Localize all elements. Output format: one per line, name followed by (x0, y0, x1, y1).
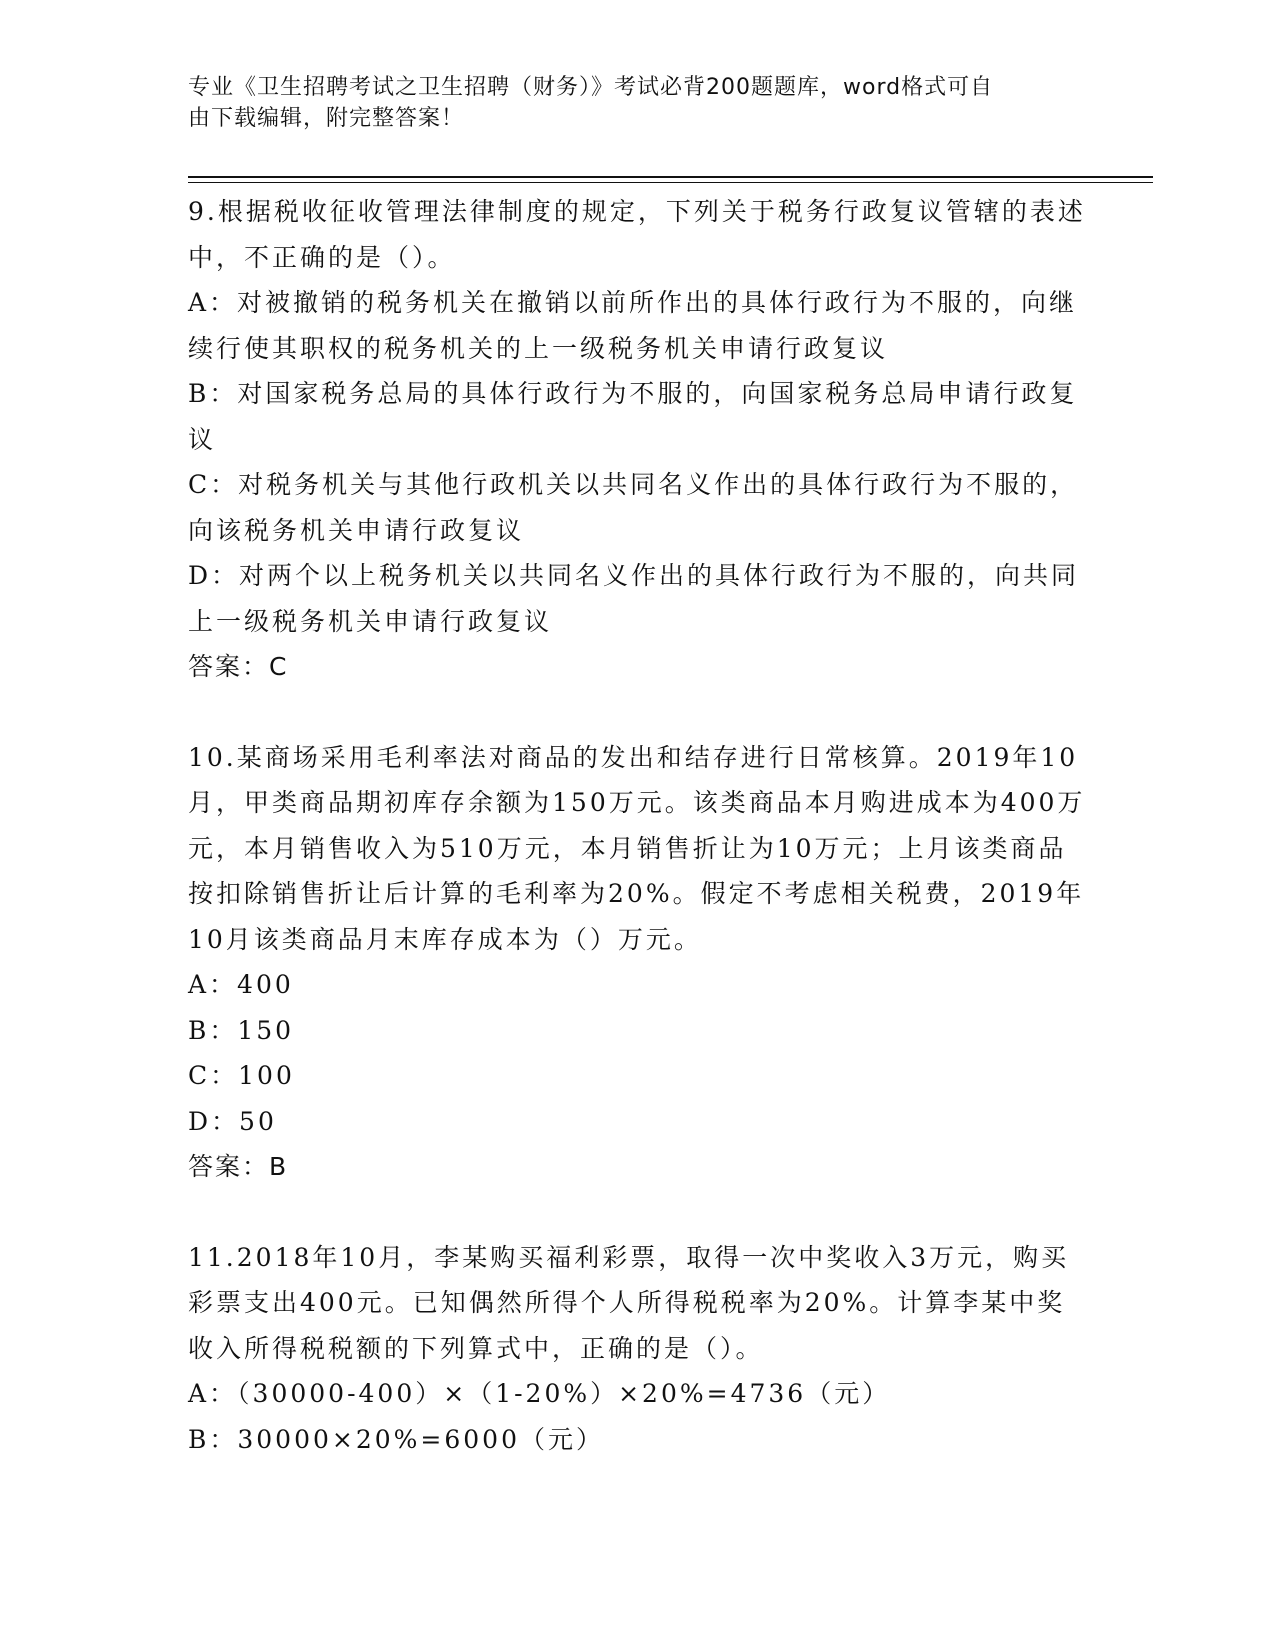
question-text: 11.2018年10月，李某购买福利彩票，取得一次中奖收入3万元，购买彩票支出400元。已知偶然所得个人所得税税率为20%。计算李某中奖收入所得税税额的下列算式中，正确的是（）。 (188, 1242, 1070, 1363)
question-list (188, 189, 1088, 1507)
option-c: C：对税务机关与其他行政机关以共同名义作出的具体行政行为不服的，向该税务机关申请行政复议 (188, 470, 1079, 545)
option-b: B：30000×20%=6000（元） (188, 1424, 604, 1454)
question-11 (188, 1235, 1088, 1463)
option-b: B：150 (188, 1015, 295, 1045)
question-10 (188, 735, 1088, 1190)
question-text: 10.某商场采用毛利率法对商品的发出和结存进行日常核算。2019年10月，甲类商品期初库存余额为150万元。该类商品本月购进成本为400万元，本月销售收入为510万元，本月销售折让为10万元；上月该类商品按扣除销售折让后计算的毛利率为20%。假定不考虑相关税费，2019年10月该类商品月末库存成本为（）万元。 (188, 742, 1086, 954)
document-header (188, 72, 1068, 134)
option-a: A：400 (188, 970, 294, 999)
option-c: C：100 (188, 1061, 295, 1090)
question-9 (188, 189, 1088, 690)
option-a: A：对被撤销的税务机关在撤销以前所作出的具体行政行为不服的，向继续行使其职权的税务机关的上一级税务机关申请行政复议 (188, 288, 1078, 363)
option-d: D：对两个以上税务机关以共同名义作出的具体行政行为不服的，向共同上一级税务机关申请行政复议 (188, 561, 1080, 636)
question-text: 9.根据税收征收管理法律制度的规定，下列关于税务行政复议管辖的表述中，不正确的是（）。 (188, 197, 1086, 272)
header-divider-thick (188, 176, 1153, 178)
answer: 答案：C (188, 652, 289, 681)
option-a: A：（30000-400）×（1-20%）×20%=4736（元） (188, 1379, 891, 1408)
option-b: B：对国家税务总局的具体行政行为不服的，向国家税务总局申请行政复议 (188, 379, 1078, 454)
answer: 答案：B (188, 1152, 289, 1181)
option-d: D：50 (188, 1106, 277, 1136)
header-divider-thin (188, 182, 1153, 183)
header-line-1: 专业《卫生招聘考试之卫生招聘（财务）》考试必背200题题库，word格式可自 (188, 75, 994, 100)
header-line-2: 由下载编辑，附完整答案！ (188, 106, 465, 131)
